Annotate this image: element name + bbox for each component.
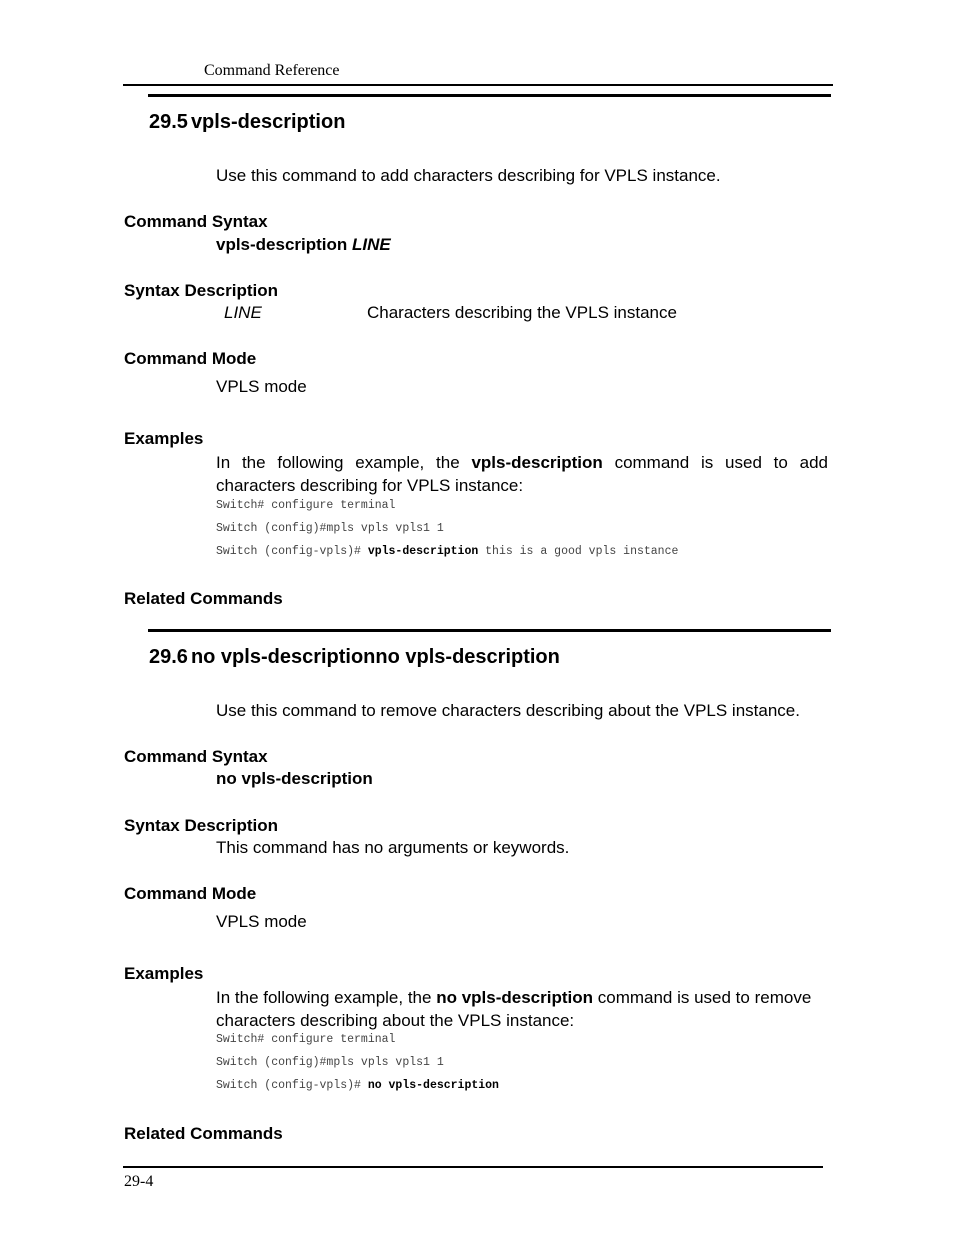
section-intro: Use this command to add characters describing for VPLS instance. xyxy=(216,166,721,185)
command-syntax-heading: Command Syntax xyxy=(124,747,268,766)
example-text-post: command is used to add characters describing for VPLS instance: xyxy=(216,453,828,495)
example-paragraph xyxy=(216,451,828,497)
command-syntax-heading: Command Syntax xyxy=(124,212,268,231)
section-title-text: vpls-description xyxy=(190,111,346,133)
section-intro: Use this command to remove characters describing about the VPLS instance. xyxy=(216,701,800,720)
example-command: vpls-description xyxy=(471,453,603,472)
section-rule xyxy=(148,629,831,632)
section-rule xyxy=(148,94,831,97)
examples-heading: Examples xyxy=(124,964,204,983)
section-number: 29.6 xyxy=(149,646,188,668)
syntax-description-heading: Syntax Description xyxy=(124,281,278,300)
section-title-text: no vpls-descriptionno vpls-description xyxy=(190,646,560,668)
example-command: no vpls-description xyxy=(436,988,593,1007)
example-paragraph xyxy=(216,986,828,1032)
header-rule xyxy=(123,84,833,86)
example-text-pre: In the following example, the xyxy=(216,988,432,1007)
code-line: Switch# configure terminal xyxy=(216,1033,396,1046)
parameter-description: Characters describing the VPLS instance xyxy=(367,303,677,322)
syntax-description-heading: Syntax Description xyxy=(124,816,278,835)
command-mode: VPLS mode xyxy=(216,912,307,931)
examples-heading: Examples xyxy=(124,429,204,448)
command-syntax xyxy=(216,235,391,255)
code-line: Switch (config-vpls)# vpls-description this is a good vpls instance xyxy=(216,545,679,558)
parameter-name: LINE xyxy=(224,303,262,322)
syntax-command: vpls-description xyxy=(216,235,348,254)
related-commands-heading: Related Commands xyxy=(124,1124,283,1143)
example-text-post: command is used to remove characters describing about the VPLS instance: xyxy=(216,988,812,1030)
footer-rule xyxy=(123,1166,823,1168)
example-text-pre: In the following example, the xyxy=(216,453,460,472)
command-mode-heading: Command Mode xyxy=(124,349,257,368)
command-mode-heading: Command Mode xyxy=(124,884,257,903)
section-title xyxy=(149,646,560,669)
code-line: Switch (config)#mpls vpls vpls1 1 xyxy=(216,1056,444,1069)
syntax-description: This command has no arguments or keywords. xyxy=(216,838,570,857)
running-header: Command Reference xyxy=(204,62,340,79)
code-line: Switch (config-vpls)# no vpls-description xyxy=(216,1079,499,1092)
command-mode: VPLS mode xyxy=(216,377,307,396)
code-line: Switch (config)#mpls vpls vpls1 1 xyxy=(216,522,444,535)
code-line: Switch# configure terminal xyxy=(216,499,396,512)
section-number: 29.5 xyxy=(149,111,188,133)
syntax-argument: LINE xyxy=(352,235,391,254)
section-title xyxy=(149,111,345,134)
command-syntax: no vpls-description xyxy=(216,769,373,788)
page-number: 29-4 xyxy=(124,1173,154,1190)
related-commands-heading: Related Commands xyxy=(124,589,283,608)
